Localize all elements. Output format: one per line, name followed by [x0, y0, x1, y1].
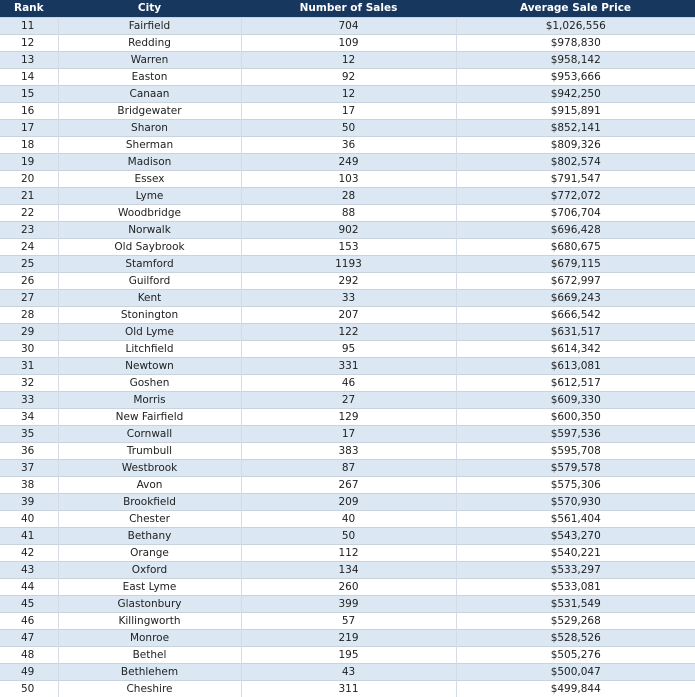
city-cell: Sharon [58, 119, 241, 136]
average-price-cell: $500,047 [456, 663, 695, 680]
rank-cell: 26 [0, 272, 58, 289]
rank-cell: 45 [0, 595, 58, 612]
sales-count-cell: 331 [241, 357, 456, 374]
table-row [0, 289, 695, 306]
table-row [0, 527, 695, 544]
sales-count-cell: 267 [241, 476, 456, 493]
average-price-cell: $595,708 [456, 442, 695, 459]
rank-column-header: Rank [0, 0, 58, 17]
rank-cell: 15 [0, 85, 58, 102]
city-cell: Canaan [58, 85, 241, 102]
table-row [0, 85, 695, 102]
average-price-cell: $543,270 [456, 527, 695, 544]
sales-count-cell: 33 [241, 289, 456, 306]
sales-count-cell: 153 [241, 238, 456, 255]
city-cell: Newtown [58, 357, 241, 374]
rank-cell: 17 [0, 119, 58, 136]
city-cell: Guilford [58, 272, 241, 289]
rank-cell: 35 [0, 425, 58, 442]
average-price-cell: $666,542 [456, 306, 695, 323]
average-price-cell: $706,704 [456, 204, 695, 221]
city-cell: Sherman [58, 136, 241, 153]
city-cell: Warren [58, 51, 241, 68]
table-body [0, 17, 695, 697]
average-price-cell: $958,142 [456, 51, 695, 68]
city-cell: Avon [58, 476, 241, 493]
rank-cell: 34 [0, 408, 58, 425]
table-row [0, 357, 695, 374]
table-row [0, 272, 695, 289]
sales-count-cell: 17 [241, 425, 456, 442]
rank-cell: 38 [0, 476, 58, 493]
rank-cell: 21 [0, 187, 58, 204]
rank-cell: 13 [0, 51, 58, 68]
table-row [0, 170, 695, 187]
city-cell: Goshen [58, 374, 241, 391]
sales-count-cell: 219 [241, 629, 456, 646]
average-price-cell: $531,549 [456, 595, 695, 612]
rank-cell: 28 [0, 306, 58, 323]
city-cell: Redding [58, 34, 241, 51]
table-row [0, 595, 695, 612]
sales-count-cell: 209 [241, 493, 456, 510]
rank-cell: 46 [0, 612, 58, 629]
sales-count-cell: 40 [241, 510, 456, 527]
rank-cell: 19 [0, 153, 58, 170]
sales-count-cell: 122 [241, 323, 456, 340]
table-row [0, 544, 695, 561]
city-cell: Stamford [58, 255, 241, 272]
table-row [0, 340, 695, 357]
table-row [0, 629, 695, 646]
table-header [0, 0, 695, 17]
city-cell: Lyme [58, 187, 241, 204]
rank-cell: 20 [0, 170, 58, 187]
rank-cell: 49 [0, 663, 58, 680]
average-price-cell: $852,141 [456, 119, 695, 136]
city-cell: Morris [58, 391, 241, 408]
average-price-cell: $533,297 [456, 561, 695, 578]
table-row [0, 578, 695, 595]
sales-count-cell: 88 [241, 204, 456, 221]
average-price-cell: $772,072 [456, 187, 695, 204]
rank-cell: 22 [0, 204, 58, 221]
sales-count-cell: 43 [241, 663, 456, 680]
rank-cell: 16 [0, 102, 58, 119]
table-row [0, 221, 695, 238]
sales-count-cell: 50 [241, 527, 456, 544]
table-row [0, 510, 695, 527]
table-row [0, 425, 695, 442]
city-cell: New Fairfield [58, 408, 241, 425]
rank-cell: 37 [0, 459, 58, 476]
sales-count-cell: 103 [241, 170, 456, 187]
average-price-cell: $570,930 [456, 493, 695, 510]
average-price-cell: $613,081 [456, 357, 695, 374]
average-price-cell: $672,997 [456, 272, 695, 289]
city-cell: Old Lyme [58, 323, 241, 340]
rank-cell: 25 [0, 255, 58, 272]
sales-count-cell: 311 [241, 680, 456, 697]
average-price-cell: $561,404 [456, 510, 695, 527]
sales-count-cell: 207 [241, 306, 456, 323]
rank-cell: 27 [0, 289, 58, 306]
rank-cell: 11 [0, 17, 58, 34]
city-cell: Madison [58, 153, 241, 170]
rank-cell: 44 [0, 578, 58, 595]
table-row [0, 306, 695, 323]
table-row [0, 323, 695, 340]
table-row [0, 680, 695, 697]
rank-cell: 23 [0, 221, 58, 238]
city-cell: Norwalk [58, 221, 241, 238]
average-price-cell: $600,350 [456, 408, 695, 425]
city-cell: Bridgewater [58, 102, 241, 119]
city-cell: Woodbridge [58, 204, 241, 221]
table-row [0, 442, 695, 459]
average-price-cell: $499,844 [456, 680, 695, 697]
rank-cell: 48 [0, 646, 58, 663]
average-price-cell: $679,115 [456, 255, 695, 272]
sales-count-cell: 28 [241, 187, 456, 204]
rank-cell: 36 [0, 442, 58, 459]
table-row [0, 476, 695, 493]
average-price-cell: $609,330 [456, 391, 695, 408]
average-price-cell: $978,830 [456, 34, 695, 51]
average-price-cell: $669,243 [456, 289, 695, 306]
city-cell: Bethel [58, 646, 241, 663]
sales-count-cell: 260 [241, 578, 456, 595]
city-cell: Brookfield [58, 493, 241, 510]
city-cell: Bethany [58, 527, 241, 544]
sales-count-cell: 399 [241, 595, 456, 612]
city-cell: Essex [58, 170, 241, 187]
rank-cell: 42 [0, 544, 58, 561]
city-column-header: City [58, 0, 241, 17]
table-row [0, 119, 695, 136]
table-row [0, 68, 695, 85]
table-row [0, 646, 695, 663]
rank-cell: 24 [0, 238, 58, 255]
table-row [0, 17, 695, 34]
city-cell: Kent [58, 289, 241, 306]
rank-cell: 50 [0, 680, 58, 697]
city-cell: Oxford [58, 561, 241, 578]
average-price-cell: $540,221 [456, 544, 695, 561]
sales-count-cell: 46 [241, 374, 456, 391]
city-cell: Cornwall [58, 425, 241, 442]
table-row [0, 51, 695, 68]
rank-cell: 29 [0, 323, 58, 340]
table-row [0, 493, 695, 510]
average-price-cell: $528,526 [456, 629, 695, 646]
sales-count-cell: 36 [241, 136, 456, 153]
average-price-cell: $802,574 [456, 153, 695, 170]
table-row [0, 391, 695, 408]
average-price-cell: $680,675 [456, 238, 695, 255]
sales-count-cell: 383 [241, 442, 456, 459]
average-price-cell: $1,026,556 [456, 17, 695, 34]
sales-count-cell: 704 [241, 17, 456, 34]
rank-cell: 41 [0, 527, 58, 544]
rank-cell: 47 [0, 629, 58, 646]
sales-count-cell: 129 [241, 408, 456, 425]
sales-count-cell: 12 [241, 51, 456, 68]
sales-count-cell: 109 [241, 34, 456, 51]
sales-count-cell: 95 [241, 340, 456, 357]
average-price-cell: $915,891 [456, 102, 695, 119]
sales-count-cell: 92 [241, 68, 456, 85]
rank-cell: 18 [0, 136, 58, 153]
rank-cell: 14 [0, 68, 58, 85]
city-cell: Litchfield [58, 340, 241, 357]
average-price-cell: $529,268 [456, 612, 695, 629]
sales-count-cell: 292 [241, 272, 456, 289]
average-price-cell: $631,517 [456, 323, 695, 340]
average-price-cell: $579,578 [456, 459, 695, 476]
rank-cell: 39 [0, 493, 58, 510]
city-cell: Monroe [58, 629, 241, 646]
table-row [0, 102, 695, 119]
table-row [0, 34, 695, 51]
table-row [0, 187, 695, 204]
sales-count-cell: 195 [241, 646, 456, 663]
city-cell: Chester [58, 510, 241, 527]
city-cell: Cheshire [58, 680, 241, 697]
table-row [0, 374, 695, 391]
sales-count-cell: 249 [241, 153, 456, 170]
table-row [0, 255, 695, 272]
sales-count-cell: 50 [241, 119, 456, 136]
city-cell: Orange [58, 544, 241, 561]
city-cell: East Lyme [58, 578, 241, 595]
city-cell: Fairfield [58, 17, 241, 34]
sales-count-cell: 112 [241, 544, 456, 561]
city-cell: Stonington [58, 306, 241, 323]
city-cell: Bethlehem [58, 663, 241, 680]
sales-count-cell: 57 [241, 612, 456, 629]
average-price-cell: $575,306 [456, 476, 695, 493]
city-cell: Glastonbury [58, 595, 241, 612]
table-row [0, 663, 695, 680]
average-price-cell: $612,517 [456, 374, 695, 391]
sales-column-header: Number of Sales [241, 0, 456, 17]
table-row [0, 561, 695, 578]
city-cell: Trumbull [58, 442, 241, 459]
header-row [0, 0, 695, 17]
average-price-cell: $597,536 [456, 425, 695, 442]
city-cell: Easton [58, 68, 241, 85]
table-row [0, 459, 695, 476]
rank-cell: 40 [0, 510, 58, 527]
average-price-cell: $533,081 [456, 578, 695, 595]
average-price-cell: $696,428 [456, 221, 695, 238]
table-row [0, 204, 695, 221]
sales-count-cell: 12 [241, 85, 456, 102]
price-column-header: Average Sale Price [456, 0, 695, 17]
sales-count-cell: 902 [241, 221, 456, 238]
rank-cell: 30 [0, 340, 58, 357]
average-price-cell: $614,342 [456, 340, 695, 357]
rank-cell: 43 [0, 561, 58, 578]
average-price-cell: $791,547 [456, 170, 695, 187]
sales-count-cell: 27 [241, 391, 456, 408]
sales-count-cell: 134 [241, 561, 456, 578]
average-price-cell: $942,250 [456, 85, 695, 102]
sales-count-cell: 17 [241, 102, 456, 119]
table-row [0, 136, 695, 153]
table-row [0, 238, 695, 255]
table-row [0, 153, 695, 170]
table-row [0, 408, 695, 425]
city-cell: Killingworth [58, 612, 241, 629]
sales-count-cell: 87 [241, 459, 456, 476]
city-cell: Westbrook [58, 459, 241, 476]
sales-count-cell: 1193 [241, 255, 456, 272]
average-price-cell: $809,326 [456, 136, 695, 153]
table-row [0, 612, 695, 629]
rank-cell: 31 [0, 357, 58, 374]
average-price-cell: $953,666 [456, 68, 695, 85]
rank-cell: 32 [0, 374, 58, 391]
rank-cell: 33 [0, 391, 58, 408]
average-price-cell: $505,276 [456, 646, 695, 663]
city-cell: Old Saybrook [58, 238, 241, 255]
rank-cell: 12 [0, 34, 58, 51]
